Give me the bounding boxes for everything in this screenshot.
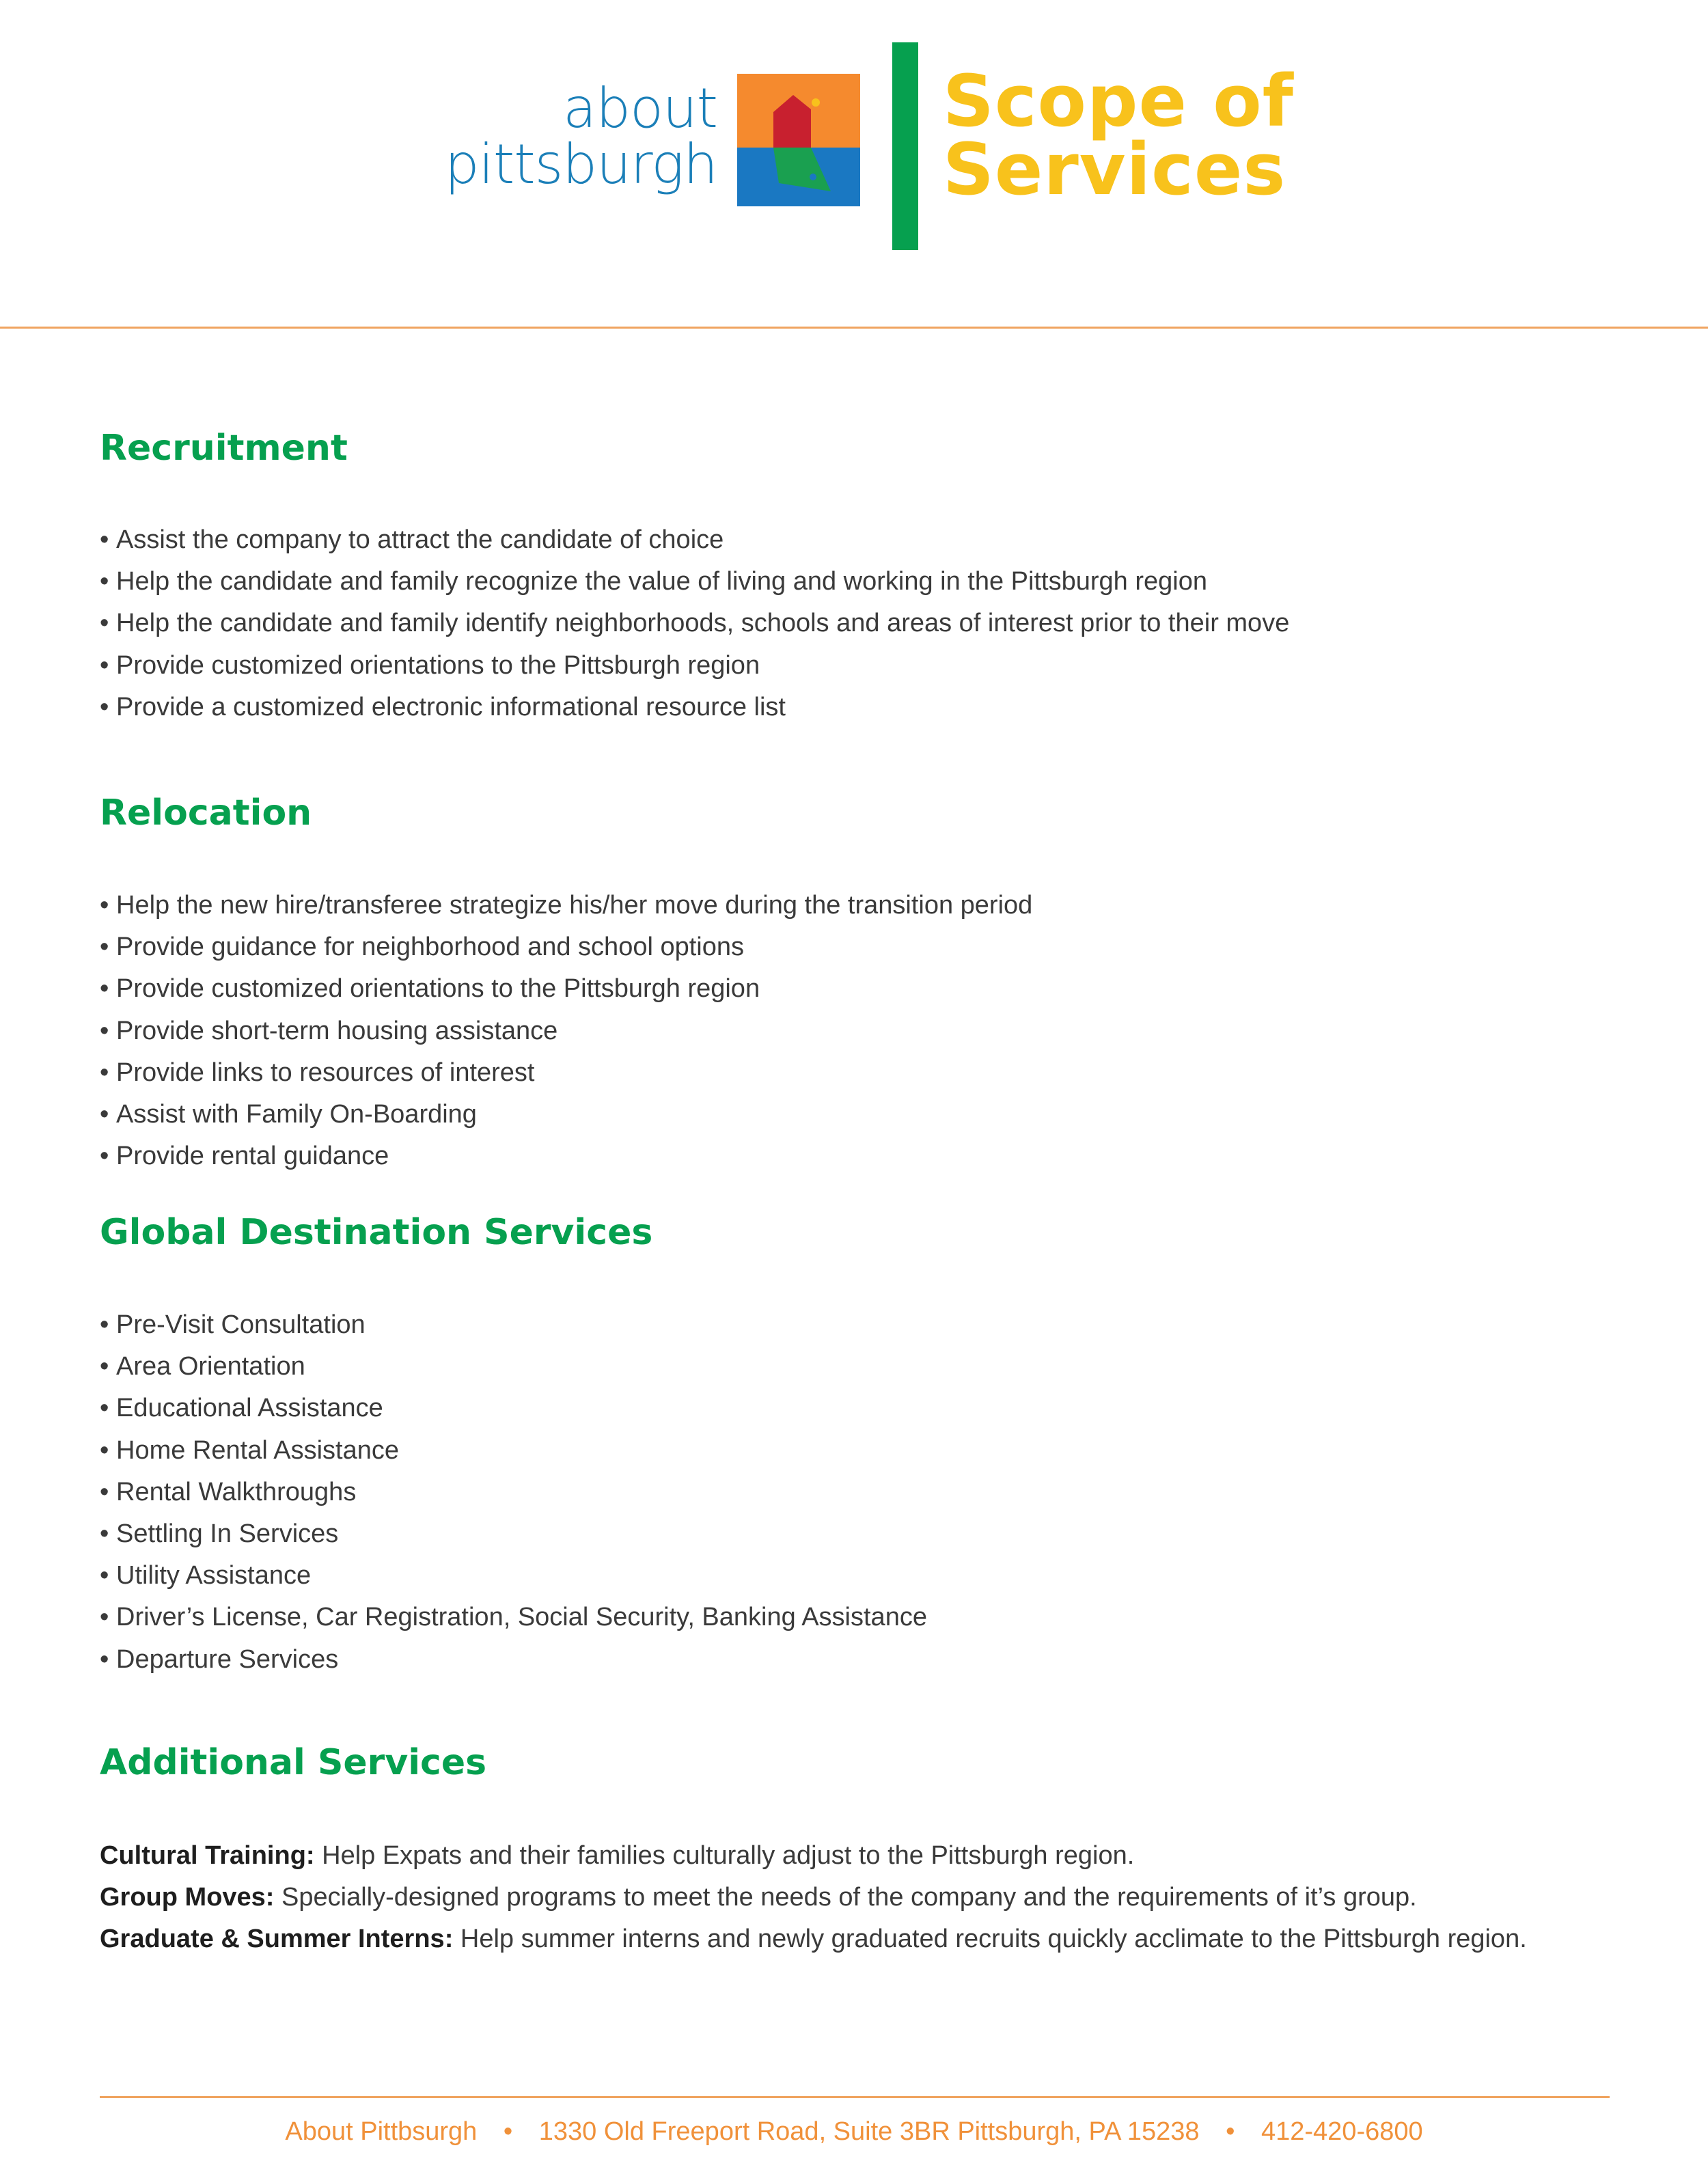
list-item: • Settling In Services bbox=[100, 1519, 339, 1548]
list-item: Graduate & Summer Interns: Help summer interns and newly graduated recruits quickly acclimate to the Pittsburgh region. bbox=[100, 1925, 1527, 1953]
footer-rule bbox=[100, 2096, 1610, 2098]
footer-separator: • bbox=[1226, 2117, 1235, 2146]
list-item: • Home Rental Assistance bbox=[100, 1435, 399, 1465]
relocation-list bbox=[100, 885, 1032, 1177]
list-item: • Provide a customized electronic informational resource list bbox=[100, 692, 786, 721]
global-destination-list bbox=[100, 1304, 927, 1681]
list-item: • Provide guidance for neighborhood and school options bbox=[100, 933, 744, 962]
section-heading-recruitment: Recruitment bbox=[100, 428, 348, 469]
section-heading-additional: Additional Services bbox=[100, 1742, 487, 1783]
footer-org: About Pittbsurgh bbox=[285, 2117, 478, 2146]
list-item: • Pre-Visit Consultation bbox=[100, 1310, 366, 1339]
title-line-1: Scope of bbox=[943, 59, 1294, 143]
list-item: • Driver’s License, Car Registration, Social Security, Banking Assistance bbox=[100, 1603, 927, 1632]
section-heading-relocation: Relocation bbox=[100, 793, 312, 833]
list-item: • Provide customized orientations to the Pittsburgh region bbox=[100, 650, 760, 680]
list-item: • Assist the company to attract the candidate of choice bbox=[100, 525, 724, 554]
logo-house-icon bbox=[737, 74, 860, 206]
section-heading-global-destination: Global Destination Services bbox=[100, 1212, 653, 1253]
header-rule bbox=[0, 327, 1708, 329]
recruitment-list bbox=[100, 519, 1289, 728]
list-item: • Provide rental guidance bbox=[100, 1142, 389, 1171]
list-item: • Area Orientation bbox=[100, 1352, 305, 1381]
list-item: • Assist with Family On-Boarding bbox=[100, 1099, 477, 1129]
footer-separator: • bbox=[503, 2117, 513, 2146]
list-item: • Departure Services bbox=[100, 1644, 339, 1674]
footer-phone: 412-420-6800 bbox=[1261, 2117, 1423, 2146]
title-line-2: Services bbox=[943, 128, 1286, 211]
list-item: • Help the candidate and family identify neighborhoods, schools and areas of interest prior to their move bbox=[100, 609, 1290, 638]
logo-wordmark bbox=[444, 77, 717, 196]
list-item: • Help the candidate and family recognize the value of living and working in the Pittsburgh region bbox=[100, 567, 1207, 596]
list-item: • Provide short-term housing assistance bbox=[100, 1016, 558, 1045]
list-item: • Utility Assistance bbox=[100, 1561, 312, 1590]
footer bbox=[0, 2115, 1708, 2148]
logo-text-about: about bbox=[563, 77, 717, 140]
list-item: • Provide links to resources of interest bbox=[100, 1058, 535, 1087]
list-item: • Provide customized orientations to the Pittsburgh region bbox=[100, 974, 760, 1004]
list-item: Cultural Training: Help Expats and their families culturally adjust to the Pittsburgh region. bbox=[100, 1841, 1135, 1870]
list-item: • Help the new hire/transferee strategize his/her move during the transition period bbox=[100, 891, 1033, 920]
header-divider-bar bbox=[892, 42, 918, 250]
list-item: • Rental Walkthroughs bbox=[100, 1477, 357, 1506]
logo-text-pittsburgh: pittsburgh bbox=[444, 133, 717, 196]
additional-services-list bbox=[100, 1835, 1527, 1960]
footer-address: 1330 Old Freeport Road, Suite 3BR Pittsburgh, PA 15238 bbox=[538, 2117, 1200, 2146]
list-item: • Educational Assistance bbox=[100, 1394, 383, 1423]
list-item: Group Moves: Specially-designed programs to meet the needs of the company and the requirements of it’s group. bbox=[100, 1883, 1417, 1912]
page-title bbox=[943, 59, 1294, 211]
